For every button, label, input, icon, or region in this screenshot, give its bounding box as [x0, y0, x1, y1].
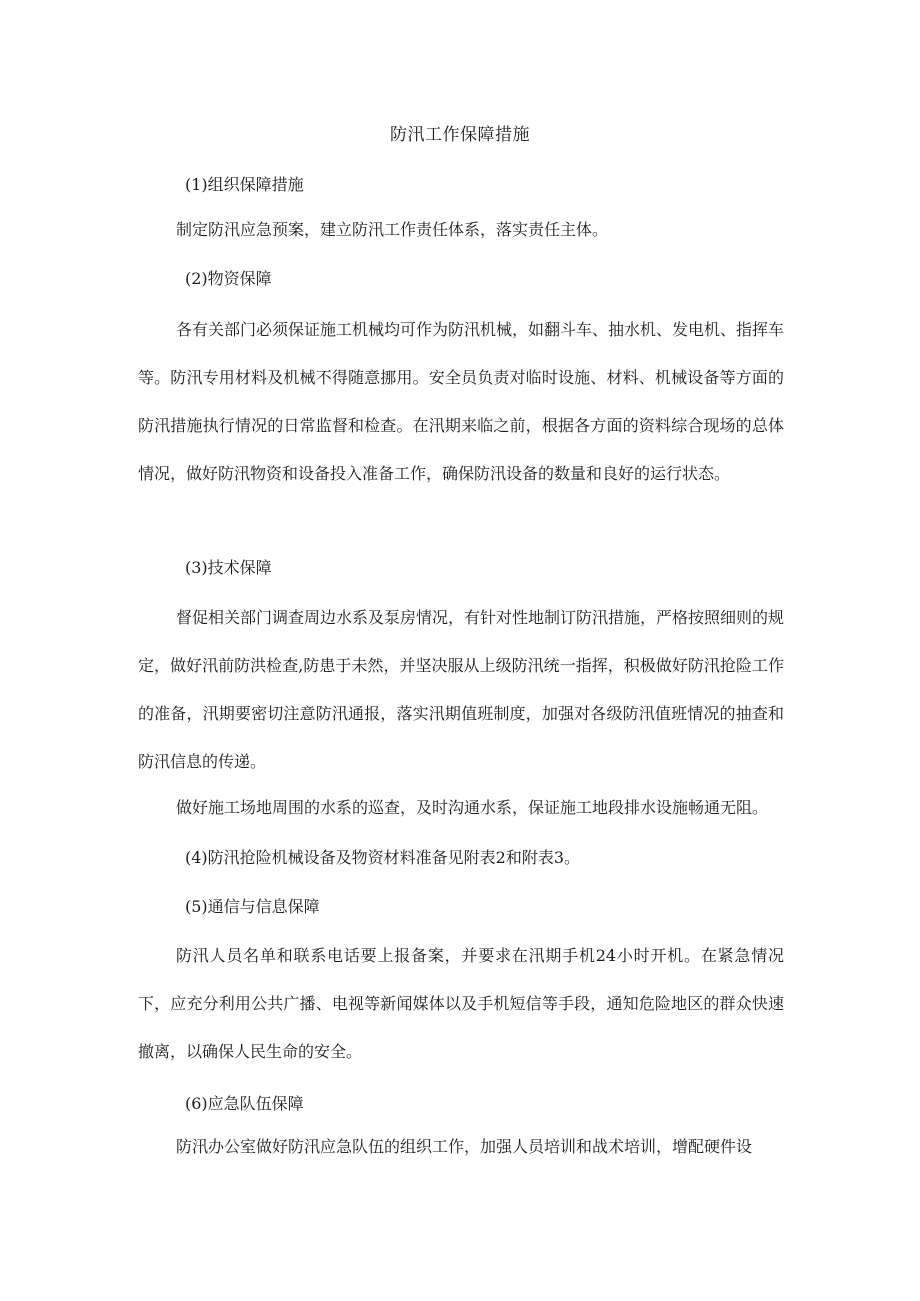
section-heading-5: (5)通信与信息保障 — [185, 897, 320, 916]
section-heading-4: (4)防汛抢险机械设备及物资材料准备见附表2和附表3。 — [185, 848, 581, 867]
document-title: 防汛工作保障措施 — [390, 125, 530, 145]
section-body-5: 防汛人员名单和联系电话要上报备案，并要求在汛期手机24小时开机。在紧急情况下，应充分利用公共广播、电视等新闻媒体以及手机短信等手段，通知危险地区的群众快速撤离，以确保人民生命的安全。 — [138, 946, 784, 1061]
section-heading-2: (2)物资保障 — [185, 269, 272, 288]
section-heading-1: (1)组织保障措施 — [185, 175, 304, 194]
section-body-1: 制定防汛应急预案，建立防汛工作责任体系，落实责任主体。 — [176, 220, 609, 239]
section-body-3: 督促相关部门调查周边水系及泵房情况，有针对性地制订防汛措施，严格按照细则的规定，做好汛前防洪检查,防患于未然，并坚决服从上级防汛统一指挥，积极做好防汛抢险工作的准备，汛期要密切注意防汛通报，落实汛期值班制度，加强对各级防汛值班情况的抽查和防汛信息的传递。 — [138, 608, 785, 771]
section-body-3b: 做好施工场地周围的水系的巡查，及时沟通水系，保证施工地段排水设施畅通无阻。 — [176, 798, 769, 817]
section-heading-3: (3)技术保障 — [185, 558, 272, 577]
section-heading-6: (6)应急队伍保障 — [185, 1094, 304, 1113]
section-body-2: 各有关部门必须保证施工机械均可作为防汛机械，如翻斗车、抽水机、发电机、指挥车等。防汛专用材料及机械不得随意挪用。安全员负责对临时设施、材料、机械设备等方面的防汛措施执行情况的日常监督和检查。在汛期来临之前，根据各方面的资料综合现场的总体情况，做好防汛物资和设备投入准备工作，确保防汛设备的数量和良好的运行状态。 — [138, 320, 785, 483]
section-body-6: 防汛办公室做好防汛应急队伍的组织工作，加强人员培训和战术培训，增配硬件设 — [176, 1137, 753, 1156]
